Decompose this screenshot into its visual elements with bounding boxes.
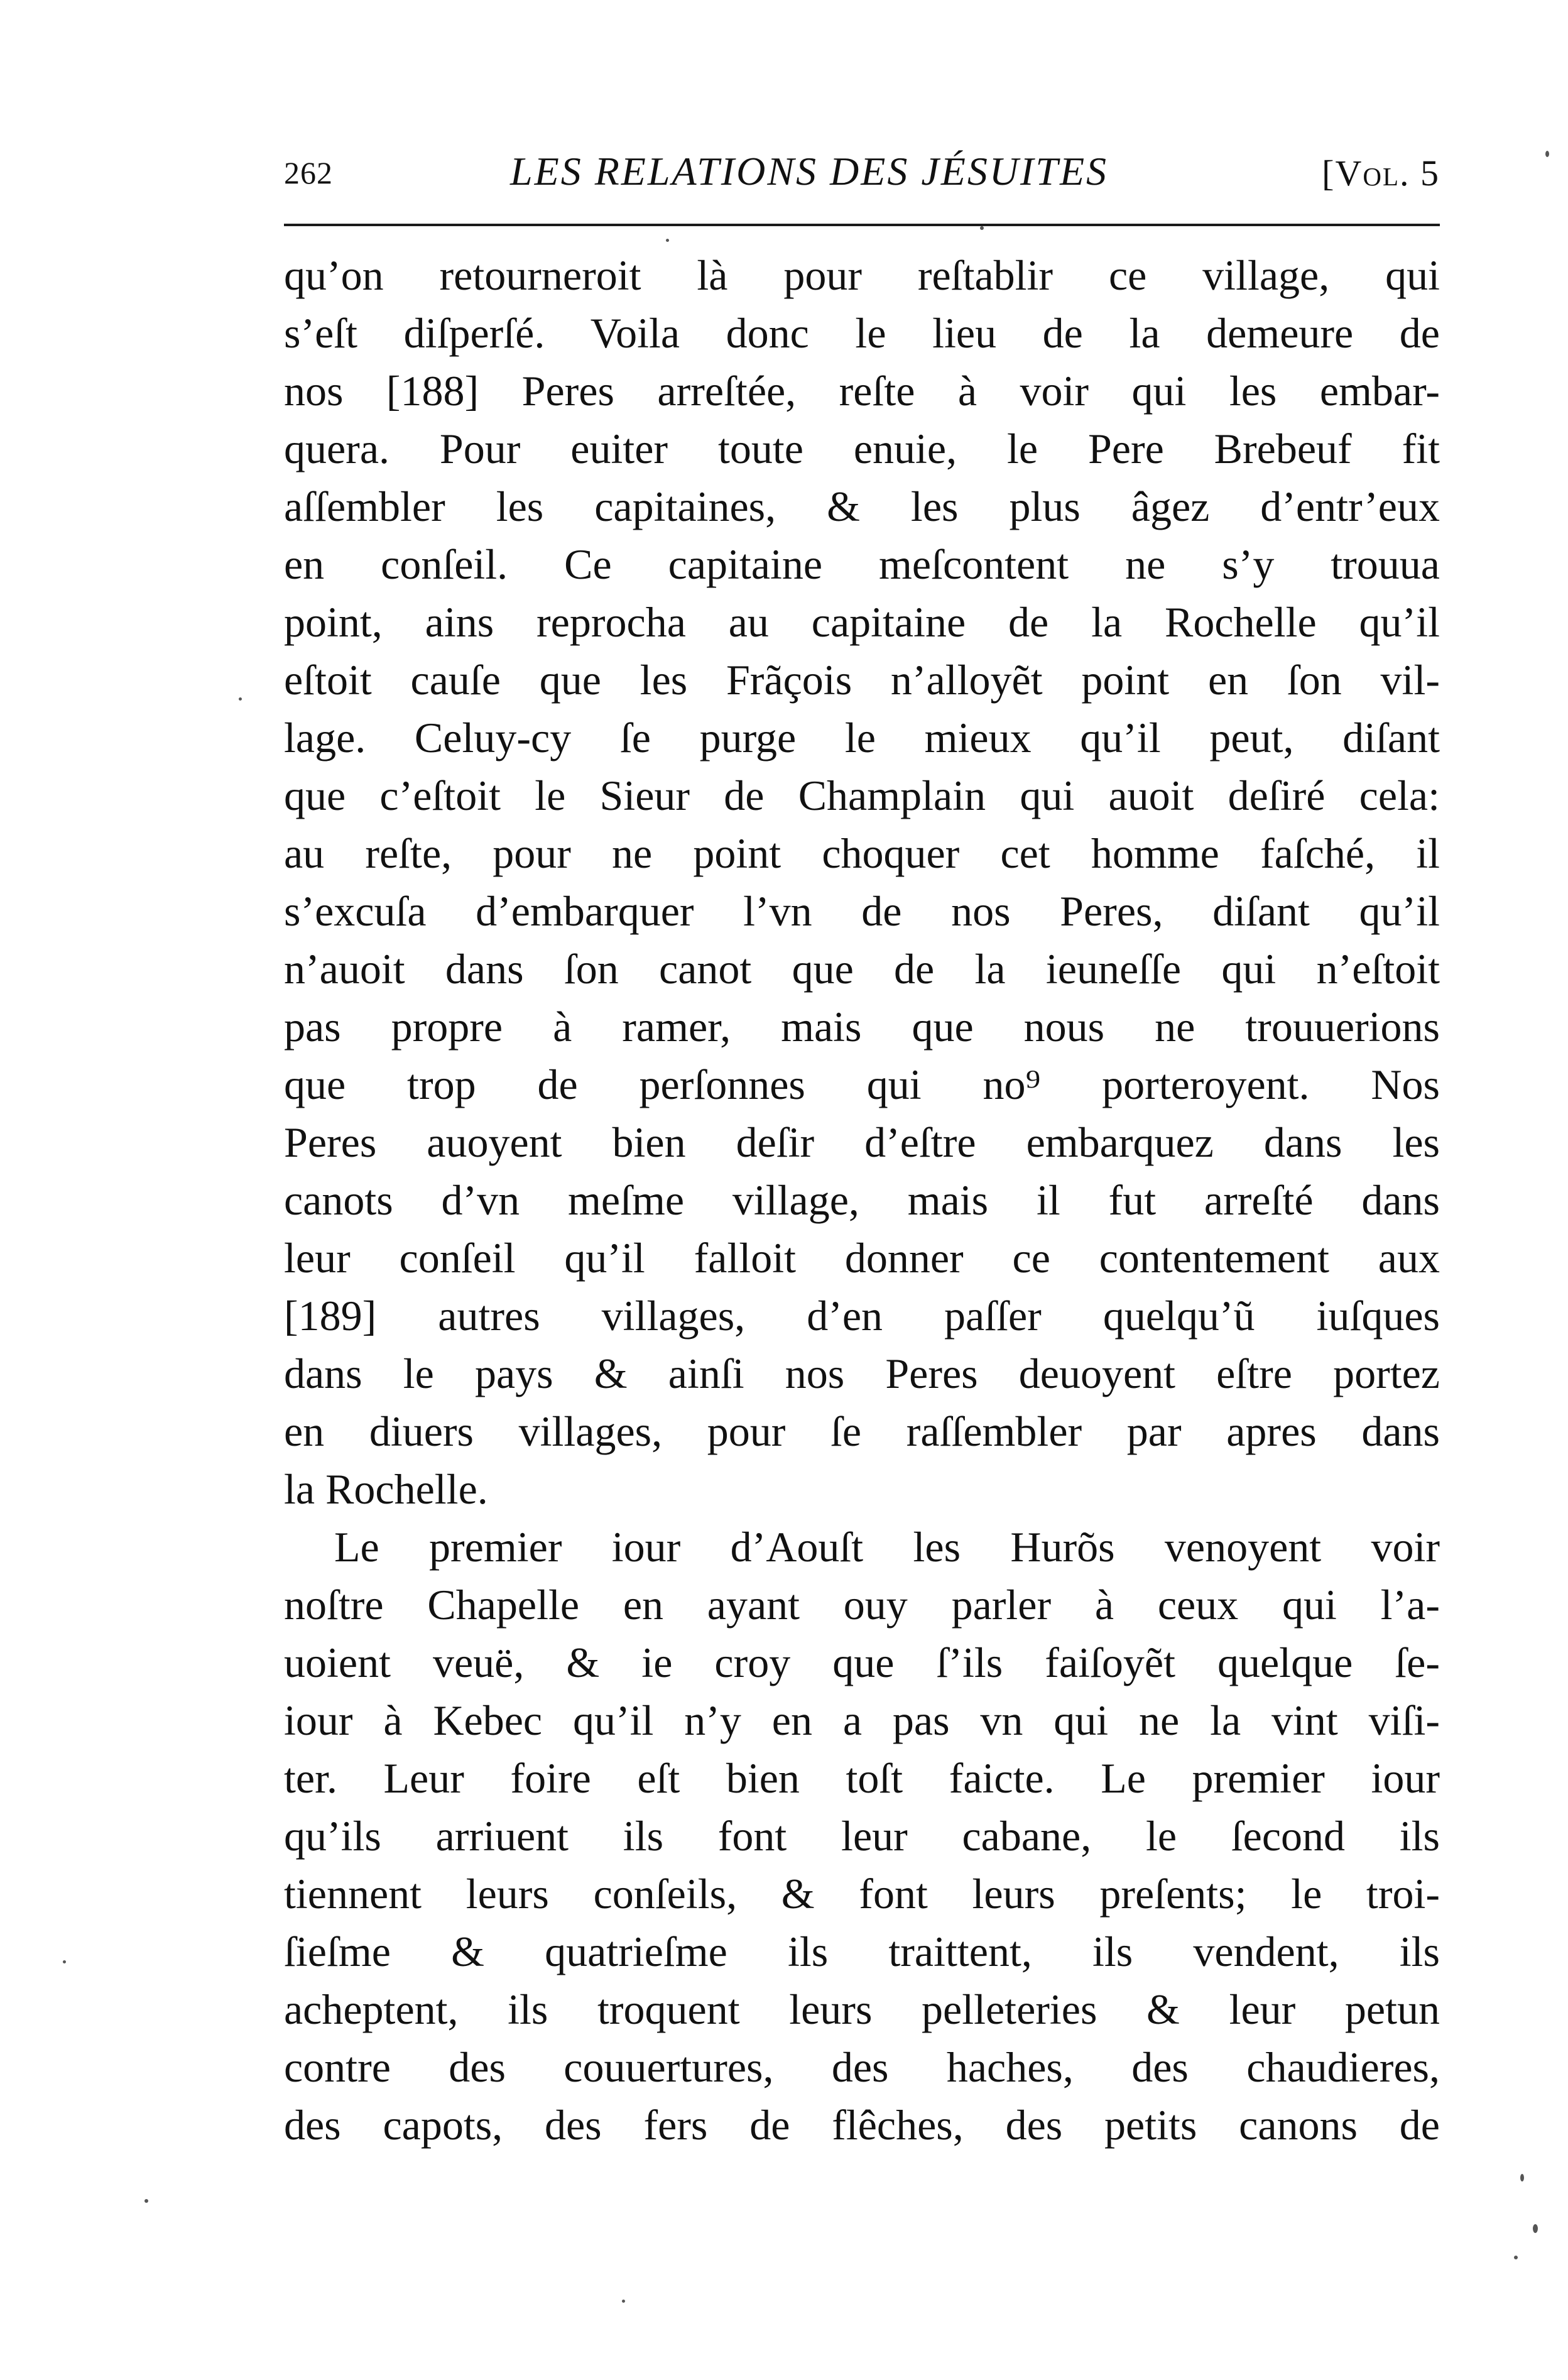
scan-speck [144,2199,148,2203]
text-line: eſtoit cauſe que les Frãçois n’alloyẽt point en ſon vil- [284,656,1440,704]
scan-speck [1545,151,1549,157]
text-line: qu’on retourneroit là pour reſtablir ce village, qui [284,251,1440,299]
text-line: s’excuſa d’embarquer l’vn de nos Peres, diſant qu’il [284,887,1440,935]
scan-speck [622,2300,625,2303]
text-line: des capots, des fers de flêches, des petits canons de [284,2101,1440,2149]
paragraph-start-line: Le premier iour d’Aouſt les Hurõs venoyent voir [334,1523,1440,1571]
text-line: n’auoit dans ſon canot que de la ieuneſſe qui n’eſtoit [284,945,1440,993]
text-line: acheptent, ils troquent leurs pelleteries & leur petun [284,1985,1440,2033]
text-line: ſieſme & quatrieſme ils traittent, ils vendent, ils [284,1928,1440,1975]
text-line: [189] autres villages, d’en paſſer quelqu’ũ iuſques [284,1292,1440,1340]
text-line: noſtre Chapelle en ayant ouy parler à ceux qui l’a- [284,1581,1440,1629]
text-line: en conſeil. Ce capitaine meſcontent ne s’y trouua [284,540,1440,588]
text-line: tiennent leurs conſeils, & font leurs preſents; le troi- [284,1870,1440,1918]
text-line: Peres auoyent bien deſir d’eſtre embarquez dans les [284,1118,1440,1166]
text-line: iour à Kebec qu’il n’y en a pas vn qui ne la vint viſi- [284,1696,1440,1744]
volume-label: [Vol. 5 [1322,153,1440,194]
scan-speck [239,697,242,701]
page-number: 262 [284,155,333,190]
header-rule [284,224,1440,226]
text-line: s’eſt diſperſé. Voila donc le lieu de la demeure de [284,309,1440,357]
text-line: pas propre à ramer, mais que nous ne trouuerions [284,1003,1440,1051]
text-line: point, ains reprocha au capitaine de la Rochelle qu’il [284,598,1440,646]
text-line: nos [188] Peres arreſtée, reſte à voir qui les embar- [284,367,1440,415]
text-line: leur conſeil qu’il falloit donner ce contentement aux [284,1234,1440,1282]
text-line: lage. Celuy-cy ſe purge le mieux qu’il peut, diſant [284,714,1440,761]
text-line: au reſte, pour ne point choquer cet homme faſché, il [284,829,1440,877]
scan-speck [666,239,669,242]
text-line: aſſembler les capitaines, & les plus âgez d’entr’eux [284,483,1440,530]
body-text [284,246,1440,2154]
text-line: que trop de perſonnes qui no⁹ porteroyent. Nos [284,1061,1440,1108]
text-line: dans le pays & ainſi nos Peres deuoyent eſtre portez [284,1350,1440,1397]
text-line: canots d’vn meſme village, mais il fut arreſté dans [284,1176,1440,1224]
scan-speck [1520,2174,1524,2181]
text-line: quera. Pour euiter toute enuie, le Pere Brebeuf fit [284,425,1440,472]
scan-speck [63,1960,66,1963]
text-line: qu’ils arriuent ils font leur cabane, le ſecond ils [284,1812,1440,1860]
scan-speck [1514,2256,1518,2259]
running-title: LES RELATIONS DES JÉSUITES [510,149,1109,194]
text-line: la Rochelle. [284,1465,488,1513]
scan-speck [980,226,984,230]
running-head [284,148,1440,205]
text-line: en diuers villages, pour ſe raſſembler par apres dans [284,1407,1440,1455]
text-line: contre des couuertures, des haches, des chaudieres, [284,2043,1440,2091]
text-line: ter. Leur foire eſt bien toſt faicte. Le premier iour [284,1754,1440,1802]
text-line: uoient veuë, & ie croy que ſ’ils faiſoyẽt quelque ſe- [284,1639,1440,1686]
text-line: que c’eſtoit le Sieur de Champlain qui auoit deſiré cela: [284,772,1440,819]
scan-speck [1533,2224,1538,2233]
